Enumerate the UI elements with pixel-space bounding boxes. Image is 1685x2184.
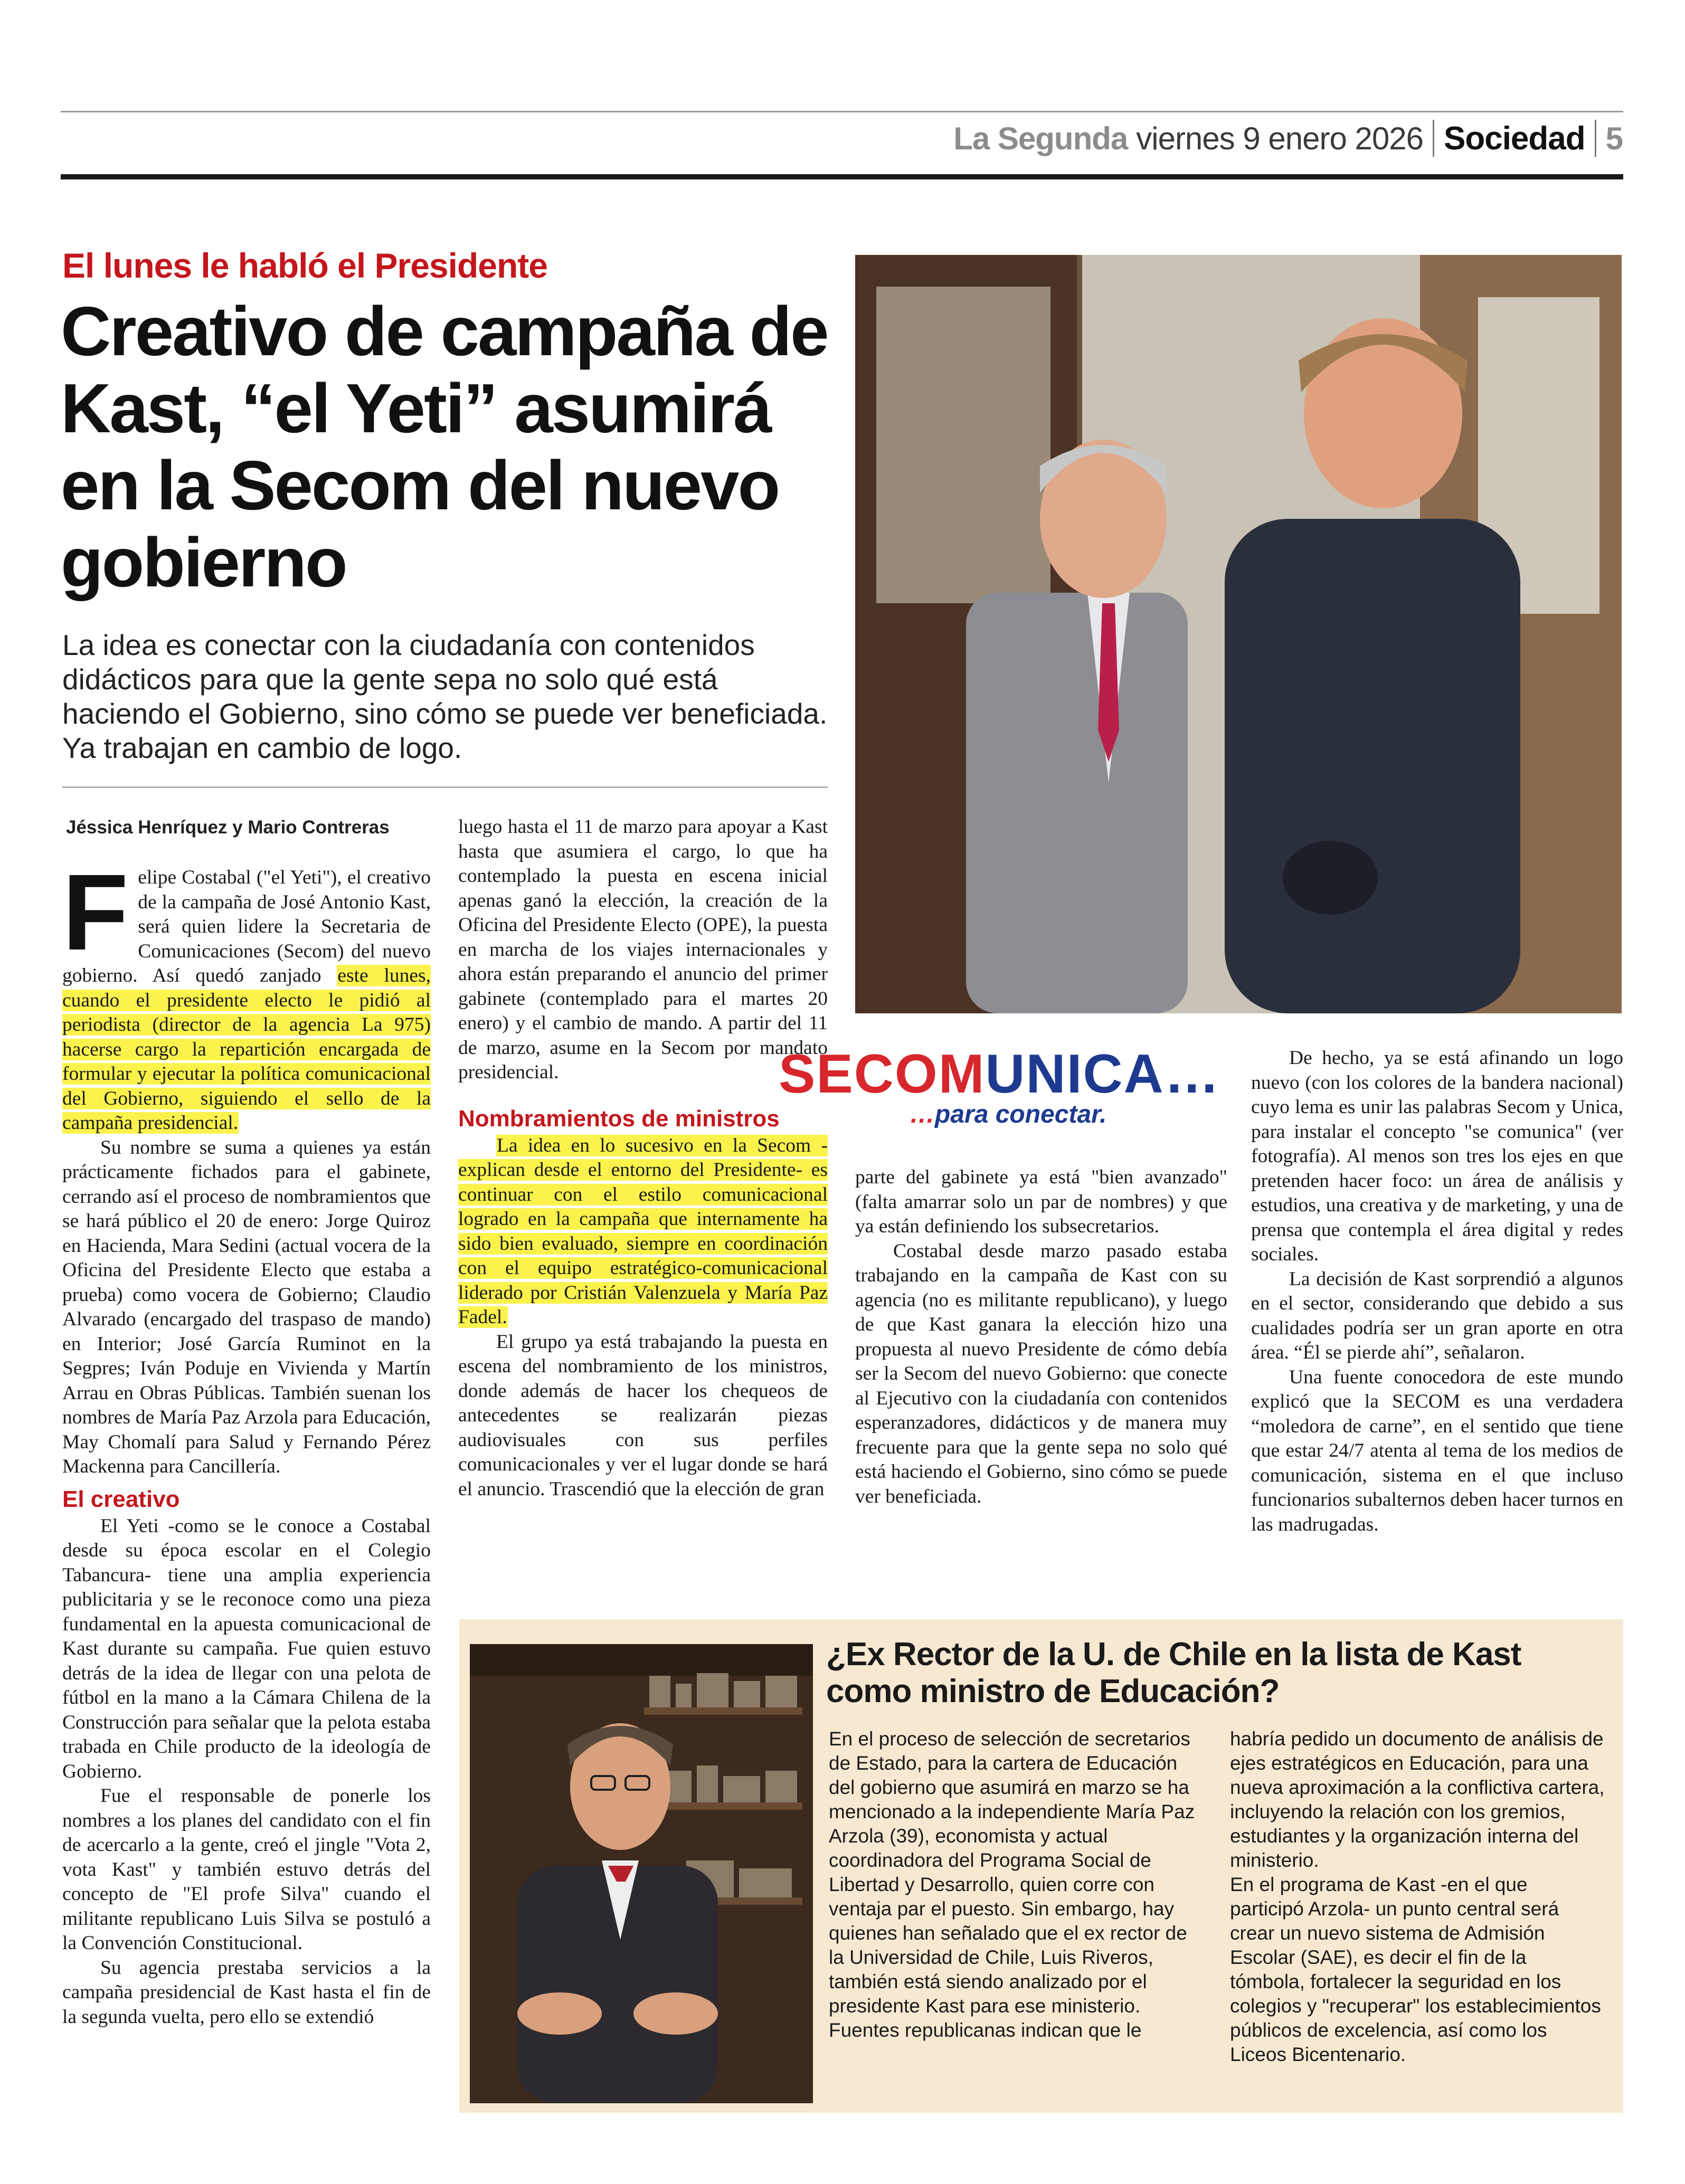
logo-wordmark: SECOMUNICA… bbox=[779, 1043, 1220, 1105]
article-headline: Creativo de campaña de Kast, “el Yeti” asumirá en la Secom del nuevo gobierno bbox=[61, 292, 828, 601]
article-deck: La idea es conectar con la ciudadanía con contenidos didácticos para que la gente sepa no solo qué está haciendo el Gobierno, sino cómo se puede ver beneficiada. Ya trabajan en cambio de logo. bbox=[62, 629, 828, 764]
sidebar-title: ¿Ex Rector de la U. de Chile en la lista de Kast como ministro de Educación? bbox=[826, 1636, 1521, 1710]
subhead-el-creativo: El creativo bbox=[62, 1486, 180, 1512]
paragraph-2: Su nombre se suma a quienes ya están prácticamente fichados para el gabinete, cerrando así el proceso de nombramientos que se hará público el 20 de enero: Jorge Quiroz en Hacienda, Mara Sedini (actual vocera de la Oficina del Presidente Electo que estaba a prueba) como vocera de Gobierno; Claudio Alvarado (encargado del traspaso de mando) en Interior; José García Ruminot en la Segpres; Iván Poduje en Vivienda y Martín Arrau en Obras Públicas. También suenan los nombres de María Paz Arzola para Educación, May Chomalí para Salud y Fernando Pérez Mackenna para Cancillería. bbox=[62, 1136, 431, 1477]
logo-tagline: …para conectar. bbox=[910, 1100, 1107, 1128]
header-top-rule bbox=[61, 111, 1623, 112]
sidebar-photo bbox=[470, 1644, 813, 2103]
paragraph-3: El Yeti -como se le conoce a Costabal desde su época escolar en el Colegio Tabancura- tiene una amplia experiencia publicitaria y se le reconoce como una pieza fundamental en la apuesta comunicacional de Kast durante su campaña. Fue quien estuvo detrás de la idea de llegar con una pelota de fútbol en la mano a la Cámara Chilena de la Construcción para señalar que la pelota estaba trabada en Chile producto de la ideología de Gobierno. bbox=[62, 1515, 431, 1782]
highlighted-text: La idea en lo sucesivo en la Secom -explican desde el entorno del Presidente- es continuar con el estilo comunicacional logrado en la campaña que internamente ha sido bien evaluado, siempre en coordinación con el equipo estratégico-comunicacional liderado por Cristián Valenzuela y María Paz Fadel. bbox=[458, 1134, 828, 1328]
article-kicker: El lunes le habló el Presidente bbox=[62, 246, 547, 285]
section-name: Sociedad bbox=[1443, 120, 1585, 157]
paragraph-9: parte del gabinete ya está "bien avanzado" (falta amarrar solo un par de nombres) y que ya están definiendo los subsecretarios. bbox=[855, 1166, 1227, 1237]
paragraph-8: El grupo ya está trabajando la puesta en escena del nombramiento de los ministros, donde además de hacer los chequeos de antecedentes se realizarán piezas audiovisuales con sus perfiles comunicacionales y ver el lugar donde se hará el anuncio. Trascendió que la elección de gran bbox=[458, 1331, 828, 1500]
paragraph-10: Costabal desde marzo pasado estaba trabajando en la campaña de Kast con su agencia (no es militante republicano), y luego de que Kast ganara la elección hizo una propuesta al nuevo Presidente de cómo debía ser la Secom del nuevo Gobierno: que conecte al Ejecutivo con la ciudadanía con contenidos esperanzadores, didácticos y de manera muy frecuente para que la gente sepa no solo qué está haciendo el Gobierno, sino cómo se puede ver beneficiada. bbox=[855, 1240, 1227, 1507]
main-photo bbox=[855, 255, 1622, 1013]
page-number: 5 bbox=[1605, 120, 1623, 156]
paragraph-6: luego hasta el 11 de marzo para apoyar a Kast hasta que asumiera el cargo, lo que ha contemplado la puesta en escena inicial apenas ganó la elección, la creación de la Oficina del Presidente Electo (OPE), la puesta en marcha de los viajes internacionales y ahora están preparando el anuncio del primer gabinete (contemplado para el martes 20 enero) y el cambio de mando. A partir del 11 de marzo, asume en la Secom por mandato presidencial. bbox=[458, 816, 828, 1083]
header-bottom-rule bbox=[61, 174, 1623, 179]
header-divider bbox=[1595, 120, 1596, 157]
paragraph-4: Fue el responsable de ponerle los nombres a los planes del candidato con el fin de acercarlo a la gente, creó el jingle "Vota 2, vota Kast" y también estuvo detrás del concepto de "El profe Silva" cuando el militante republicano Luis Silva se postuló a la Convención Constitucional. bbox=[62, 1785, 431, 1954]
drop-cap: F bbox=[62, 852, 129, 973]
issue-date: viernes 9 enero 2026 bbox=[1136, 120, 1423, 156]
deck-divider bbox=[62, 786, 828, 788]
sidebar-column-1: En el proceso de selección de secretarios de Estado, para la cartera de Educación del gobierno que asumirá en marzo se ha mencionado a la independiente María Paz Arzola (39), economista y actual coordinadora del Programa Social de Libertad y Desarrollo, quien corre con ventaja par el puesto. Sin embargo, hay quienes han señalado que el ex rector de la Universidad de Chile, Luis Riveros, también está siendo analizado por el presidente Kast para ese ministerio. Fuentes republicanas indican que le bbox=[829, 1728, 1195, 2041]
page-header bbox=[953, 117, 1623, 159]
article-column-1 bbox=[62, 852, 431, 2029]
highlighted-text: este lunes, cuando el presidente electo le pidió al periodista (director de la agencia La 975) hacerse cargo la repartición encargada de formular y ejecutar la política comunicacional del Gobierno, siguiendo el sello de la campaña presidencial. bbox=[62, 965, 431, 1134]
secomunica-logo bbox=[779, 1045, 1233, 1135]
paragraph-12: La decisión de Kast sorprendió a algunos en el sector, considerando que debido a sus cualidades podría ser un gran aporte en otra área. “Él se pierde ahí”, señalaron. bbox=[1251, 1268, 1623, 1363]
article-column-2 bbox=[458, 815, 828, 1502]
article-column-4 bbox=[1251, 1046, 1623, 1537]
sidebar-column-2: habría pedido un documento de análisis de ejes estratégicos en Educación, para una nueva aproximación a la conflictiva cartera, incluyendo la relación con los gremios, estudiantes y la organización interna del ministerio. En el programa de Kast -en el que participó Arzola- un punto central será crear un nuevo sistema de Admisión Escolar (SAE), es decir el fin de la tómbola, fortalecer la seguridad en los colegios y "recuperar" los establecimientos públicos de excelencia, así como los Liceos Bicentenario. bbox=[1230, 1728, 1605, 2065]
header-divider bbox=[1433, 120, 1434, 157]
paragraph-5: Su agencia prestaba servicios a la campaña presidencial de Kast hasta el fin de la segunda vuelta, pero ello se extendió bbox=[62, 1957, 431, 2028]
byline: Jéssica Henríquez y Mario Contreras bbox=[66, 817, 390, 838]
paragraph-11: De hecho, ya se está afinando un logo nuevo (con los colores de la bandera nacional) cuyo lema es unir las palabras Secom y Unica, para instalar el concepto "se comunica" (ver fotografía). Al menos son tres los ejes en que pretenden hacer foco: un área de análisis y estudios, una creativa y de marketing, y una de prensa que contempla el área digital y redes sociales. bbox=[1251, 1047, 1623, 1265]
paragraph-1: elipe Costabal ("el Yeti"), el creativo de la campaña de José Antonio Kast, será quien lidere la Secretaria de Comunicaciones (Secom) del nuevo gobierno. Así quedó zanjado bbox=[62, 867, 431, 986]
newspaper-name: La Segunda bbox=[953, 120, 1128, 156]
subhead-nombramientos: Nombramientos de ministros bbox=[458, 1105, 780, 1132]
article-column-3 bbox=[855, 1165, 1227, 1509]
paragraph-13: Una fuente conocedora de este mundo explicó que la SECOM es una verdadera “moledora de carne”, en el sentido que tiene que estar 24/7 atenta al tema de los medios de comunicación, sistema en el que incluso funcionarios subalternos deben hacer turnos en las madrugadas. bbox=[1251, 1366, 1623, 1535]
